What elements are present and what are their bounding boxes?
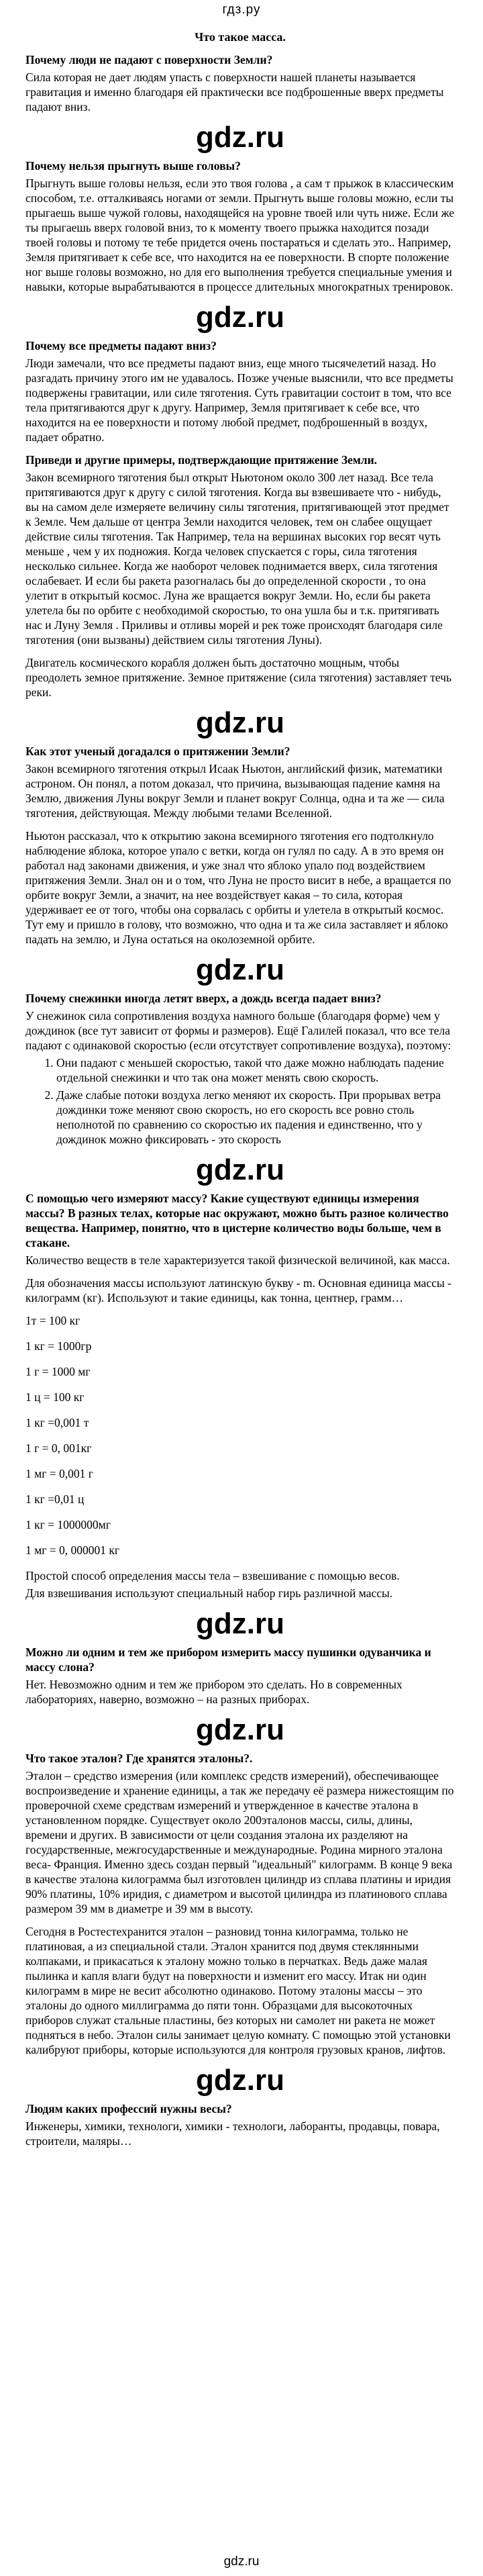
question-heading: Почему снежинки иногда летят вверх, а дождь всегда падает вниз? [25, 992, 382, 1005]
answer-paragraph: Для обозначения массы используют латинскую букву - m. Основная единица массы - килограмм (кг). Используют и такие единицы, как тонна, центнер, грамм… [25, 1276, 451, 1304]
watermark: gdz.ru [196, 301, 284, 334]
watermark: gdz.ru [196, 1607, 284, 1640]
page-title: Что такое масса. [195, 30, 286, 44]
question-heading: Что такое эталон? Где хранятся эталоны?. [25, 1752, 253, 1765]
unit-conversion: 1т = 100 кг [25, 1314, 80, 1327]
answer-paragraph: У снежинок сила сопротивления воздуха намного больше (благодаря форме) чем у дождинок (все тут зависит от формы и размеров). Ещё Галилей показал, что все тела падают с одинаковой скоростью (если отсутствует сопротивление воздуха), поэтому: [25, 1009, 451, 1052]
watermark: gdz.ru [196, 2064, 284, 2097]
answer-paragraph: Двигатель космического корабля должен быть достаточно мощным, чтобы преодолеть земное притяжение. Земное притяжение (сила тяготения) заставляет течь реки. [25, 656, 452, 699]
answer-paragraph: Сила которая не дает людям упасть с поверхности нашей планеты называется гравитация и именно благодаря ей практически все подброшенные вверх предметы падают вниз. [25, 70, 444, 113]
watermark: gdz.ru [196, 706, 284, 739]
answer-paragraph: Эталон – средство измерения (или комплекс средств измерений), обеспечивающее воспроизведение и хранение единицы, а так же передачу её размера нижестоящим по проверочной схеме средствам измерений и утвержденное в качестве эталона в установленном порядке. Существует около 200эталонов массы, силы, длины, времени и других. В зависимости от цели создания эталона их разделяют на государственные, межгосударственные и международные. Родина мирного эталона веса- Франция. Именно здесь создан первый "идеальный" килограмм. В конце 9 века в качестве эталона килограмма был изготовлен цилиндр из сплава платины и иридия 90% платины, 10% иридия, с диаметром и высотой цилиндра из платинового сплава размером 39 мм в диаметре и 39 мм в высоту. [25, 1769, 454, 1915]
question-heading: Почему нельзя прыгнуть выше головы? [25, 159, 241, 173]
answer-list [25, 1055, 455, 1147]
list-item: 2. Даже слабые потоки воздуха легко меняют их скорость. При прорывах ветра дождинки тоже меняют свою скорость, но его скорость все ровно столь неполнотой по сравнению со скоростью их падения и единственно, что у дождинок можно фиксировать - это скорость [56, 1088, 455, 1147]
answer-paragraph: Для взвешивания используют специальный набор гирь различной массы. [25, 1586, 393, 1600]
question-heading: С помощью чего измеряют массу? Какие существуют единицы измерения массы? В разных телах, которые нас окружают, можно быть разное количество вещества. Например, понятно, что в цистерне количество воды больше, чем в стакане. [25, 1192, 449, 1249]
question-heading: Как этот ученый догадался о притяжении Земли? [25, 745, 290, 758]
watermark: gdz.ru [196, 953, 284, 986]
answer-paragraph: Нет. Невозможно одним и тем же прибором это сделать. Но в современных лабораториях, наверно, возможно – на разных приборах. [25, 1678, 402, 1706]
answer-paragraph: Закон всемирного тяготения открыл Исаак Ньютон, английский физик, математики астроном. Он понял, а потом доказал, что причина, вызывающая падение камня на Землю, движения Луны вокруг Земли и планет вокруг Солнца, одна и та же — сила тяготения, действующая. Между любыми телами Вселенной. [25, 762, 445, 820]
site-brand-header: гдз.ру [222, 3, 261, 17]
question-heading: Можно ли одним и тем же прибором измерить массу пушинки одуванчика и массу слона? [25, 1645, 431, 1674]
answer-paragraph: Простой способ определения массы тела – взвешивание с помощью весов. [25, 1569, 400, 1582]
unit-conversion: 1 мг = 0,001 г [25, 1467, 93, 1480]
list-item: 1. Они падают с меньшей скоростью, такой что даже можно наблюдать падение отдельной снежинки и что так она может менять свою скорость. [56, 1055, 455, 1085]
unit-conversion: 1 мг = 0, 000001 кг [25, 1543, 120, 1557]
unit-conversion: 1 г = 0, 001кг [25, 1441, 92, 1455]
unit-conversion: 1 ц = 100 кг [25, 1390, 85, 1404]
answer-paragraph: Инженеры, химики, технологи, химики - технологи, лаборанты, продавцы, повара, строители, маляры… [25, 2119, 440, 2148]
site-brand-footer: gdz.ru [223, 2555, 260, 2569]
question-heading: Приведи и другие примеры, подтверждающие притяжение Земли. [25, 453, 378, 467]
answer-paragraph: Количество веществ в теле характеризуется такой физической величиной, как масса. [25, 1253, 450, 1267]
answer-paragraph: Прыгнуть выше головы нельзя, если это твоя голова , а сам т прыжок в классическим способом, т.е. отталкиваясь ногами от земли. Прыгнуть выше головы можно, если ты прыгаешь выше чужой головы, находящейся на уровне твоей или чуть ниже. Если же ты прыгаешь вверх головой вниз, то к моменту твоего прыжка находится позади твоей головы и потому те тебе придется очень постараться и сделать это.. Например, Земля притягивает к себе все, что находится на ее поверхности. В спортe положение ног выше головы возможно, но для его выполнения требуется специальные умения и навыки, которые вырабатываются в процессе длительных многократных тренировок. [25, 177, 455, 293]
answer-paragraph: Люди замечали, что все предметы падают вниз, еще много тысячелетий назад. Но разгадать причину этого им не удавалось. Позже ученые выяснили, что все предметы подвержены гравитации, или силе тяготения. Суть гравитации состоит в том, что все тела притягиваются друг к другу. Например, Земля притягивает к себе все, что находится на ее поверхности и потому любой предмет, подброшенный в воздух, падает обратно. [25, 356, 453, 444]
watermark: gdz.ru [196, 1713, 284, 1746]
question-heading: Почему все предметы падают вниз? [25, 339, 217, 352]
document-body [25, 30, 455, 2156]
question-heading: Почему люди не падают с поверхности Земли? [25, 53, 273, 66]
units-list [25, 1313, 455, 1558]
unit-conversion: 1 г = 1000 мг [25, 1365, 91, 1378]
unit-conversion: 1 кг =0,01 ц [25, 1492, 85, 1506]
question-heading: Людям каких профессий нужны весы? [25, 2102, 232, 2115]
watermark: gdz.ru [196, 1153, 284, 1186]
watermark: gdz.ru [196, 121, 284, 154]
answer-paragraph: Закон всемирного тяготения был открыт Ньютоном около 300 лет назад. Все тела притягиваются друг к другу с силой тяготения. Когда вы взвешиваете что - нибудь, вы на самом деле измеряете величину силы тяготения, притягивающей этот предмет к Земле. Чем дальше от центра Земли находится человек, тем он слабее ощущает действие силы тяготения. Так Например, тела на вершинах высоких гор весят чуть меньше , чем у их подножия. Когда человек спускается с горы, сила тяготения несколько сильнее. Когда же наоборот человек поднимается вверх, сила тяготения ослабевает. И если бы ракета разогналась бы до определенной скорости , то она улетит в открытый космос. Луна же вращается вокруг Земли. Но, если бы ракета улетела бы по орбите с необходимой скоростью, то она ушла бы и т.к. притягивать нас и Луну Земля . Приливы и отливы морей и рек тоже происходят благодаря силе тяготения (они вызваны) действием силы тяготения Луны). [25, 471, 449, 647]
answer-paragraph: Сегодня в Ростестехранится эталон – разновид тонна килограмма, только не платиновая, а из специальной стали. Эталон хранится под двумя стеклянными колпаками, и прикасаться к эталону можно только в перчатках. Ведь даже малая пылинка и капля влаги будут на поверхности и изменит его массу. Итак ни один килограмм в мире не весит абсолютно одинаково. Потому эталоны массы – это эталоны до одного миллиграмма до пяти тонн. Образцами для высокоточных приборов служат стальные пластины, без которых ни самолет ни ракета не может подняться в небо. Эталон силы занимает целую комнату. С помощью этой установки калибруют приборы, которые используются для контроля грузовых кранов, лифтов. [25, 1925, 451, 2056]
answer-paragraph: Ньютон рассказал, что к открытию закона всемирного тяготения его подтолкнуло наблюдение яблока, которое упало с ветки, когда он гулял по саду. А в это время он работал над законами движения, и уже знал что яблоко упало под воздействием притяжения Земли. Знал он и о том, что Луна не просто висит в небе, а вращается по орбите вокруг Земли, а значит, на нее воздействует какая – то сила, которая удерживает ее от того, чтобы она сорвалась с орбиты и улетела в открытый космос. Тут ему и пришло в голову, что возможно, что одна и та же сила заставляет и яблоко падать на землю, и Луна остаться на околоземной орбите. [25, 829, 451, 946]
unit-conversion: 1 кг = 1000000мг [25, 1518, 111, 1531]
unit-conversion: 1 кг =0,001 т [25, 1416, 89, 1429]
unit-conversion: 1 кг = 1000гр [25, 1339, 92, 1353]
